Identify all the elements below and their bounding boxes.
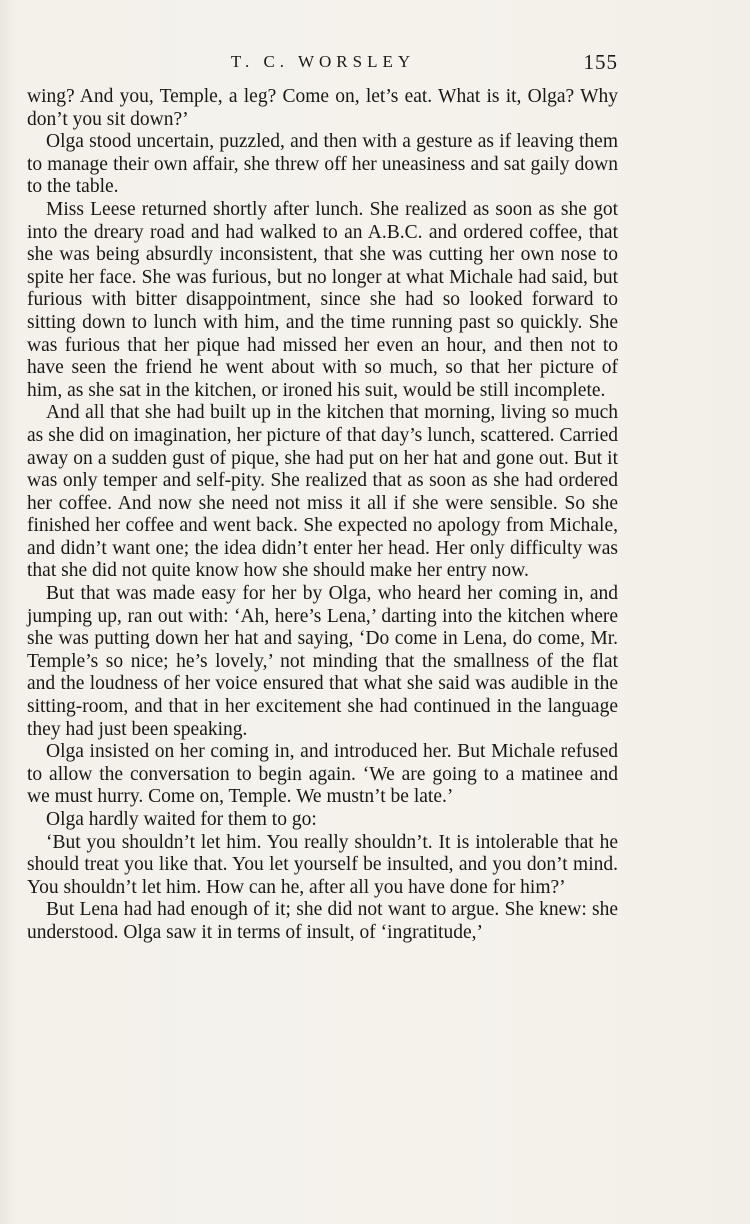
paragraph: ‘But you shouldn’t let him. You really shouldn’t. It is intolerable that he should treat you like that. You let yourself be insulted, and you don’t mind. You shouldn’t let him. How can he, after all you have done for him?’ <box>27 831 618 898</box>
running-head <box>28 50 618 76</box>
page-number: 155 <box>583 50 618 74</box>
paragraph: But Lena had had enough of it; she did not want to argue. She knew: she understood. Olga saw it in terms of insult, of ‘ingratitude,’ <box>27 899 618 943</box>
paragraph: Miss Leese returned shortly after lunch. She realized as soon as she got into the dreary road and had walked to an A.B.C. and ordered coffee, that she was being absurdly inconsistent, that she was cutting her own nose to spite her face. She was furious, but no longer at what Michale had said, but furious with bitter disappointment, since she had so looked forward to sitting down to lunch with him, and the time running past so quickly. She was furious that her pique had missed her even an hour, and then not to have seen the friend he went about with so much, so that her picture of him, as she sat in the kitchen, or ironed his suit, would be still incomplete. <box>27 198 618 401</box>
paragraph: Olga hardly waited for them to go: <box>46 809 317 830</box>
running-title: T. C. WORSLEY <box>230 52 416 71</box>
paragraph-continued: wing? And you, Temple, a leg? Come on, let’s eat. What is it, Olga? Why don’t you sit down?’ <box>27 86 618 130</box>
paragraph: Olga insisted on her coming in, and introduced her. But Michale refused to allow the conversation to begin again. ‘We are going to a matinee and we must hurry. Come on, Temple. We mustn’t be late.’ <box>27 741 618 808</box>
paragraph: Olga stood uncertain, puzzled, and then with a gesture as if leaving them to manage their own affair, she threw off her uneasiness and sat gaily down to the table. <box>27 131 618 198</box>
body-text <box>27 86 618 945</box>
paragraph: But that was made easy for her by Olga, who heard her coming in, and jumping up, ran out with: ‘Ah, here’s Lena,’ darting into the kitchen where she was putting down her hat and saying, ‘Do come in Lena, do come, Mr. Temple’s so nice; he’s lovely,’ not minding that the smallness of the flat and the loudness of her voice ensured that what she said was audible in the sitting-room, and that in her excitement she had continued in the language they had just been speaking. <box>27 583 618 740</box>
paragraph: And all that she had built up in the kitchen that morning, living so much as she did on imagination, her picture of that day’s lunch, scattered. Carried away on a sudden gust of pique, she had put on her hat and gone out. But it was only temper and self-pity. She realized that as soon as she had ordered her coffee. And now she need not miss it all if she were sensible. So she finished her coffee and went back. She expected no apology from Michale, and didn’t want one; the idea didn’t enter her head. Her only difficulty was that she did not quite know how she should make her entry now. <box>27 402 618 582</box>
